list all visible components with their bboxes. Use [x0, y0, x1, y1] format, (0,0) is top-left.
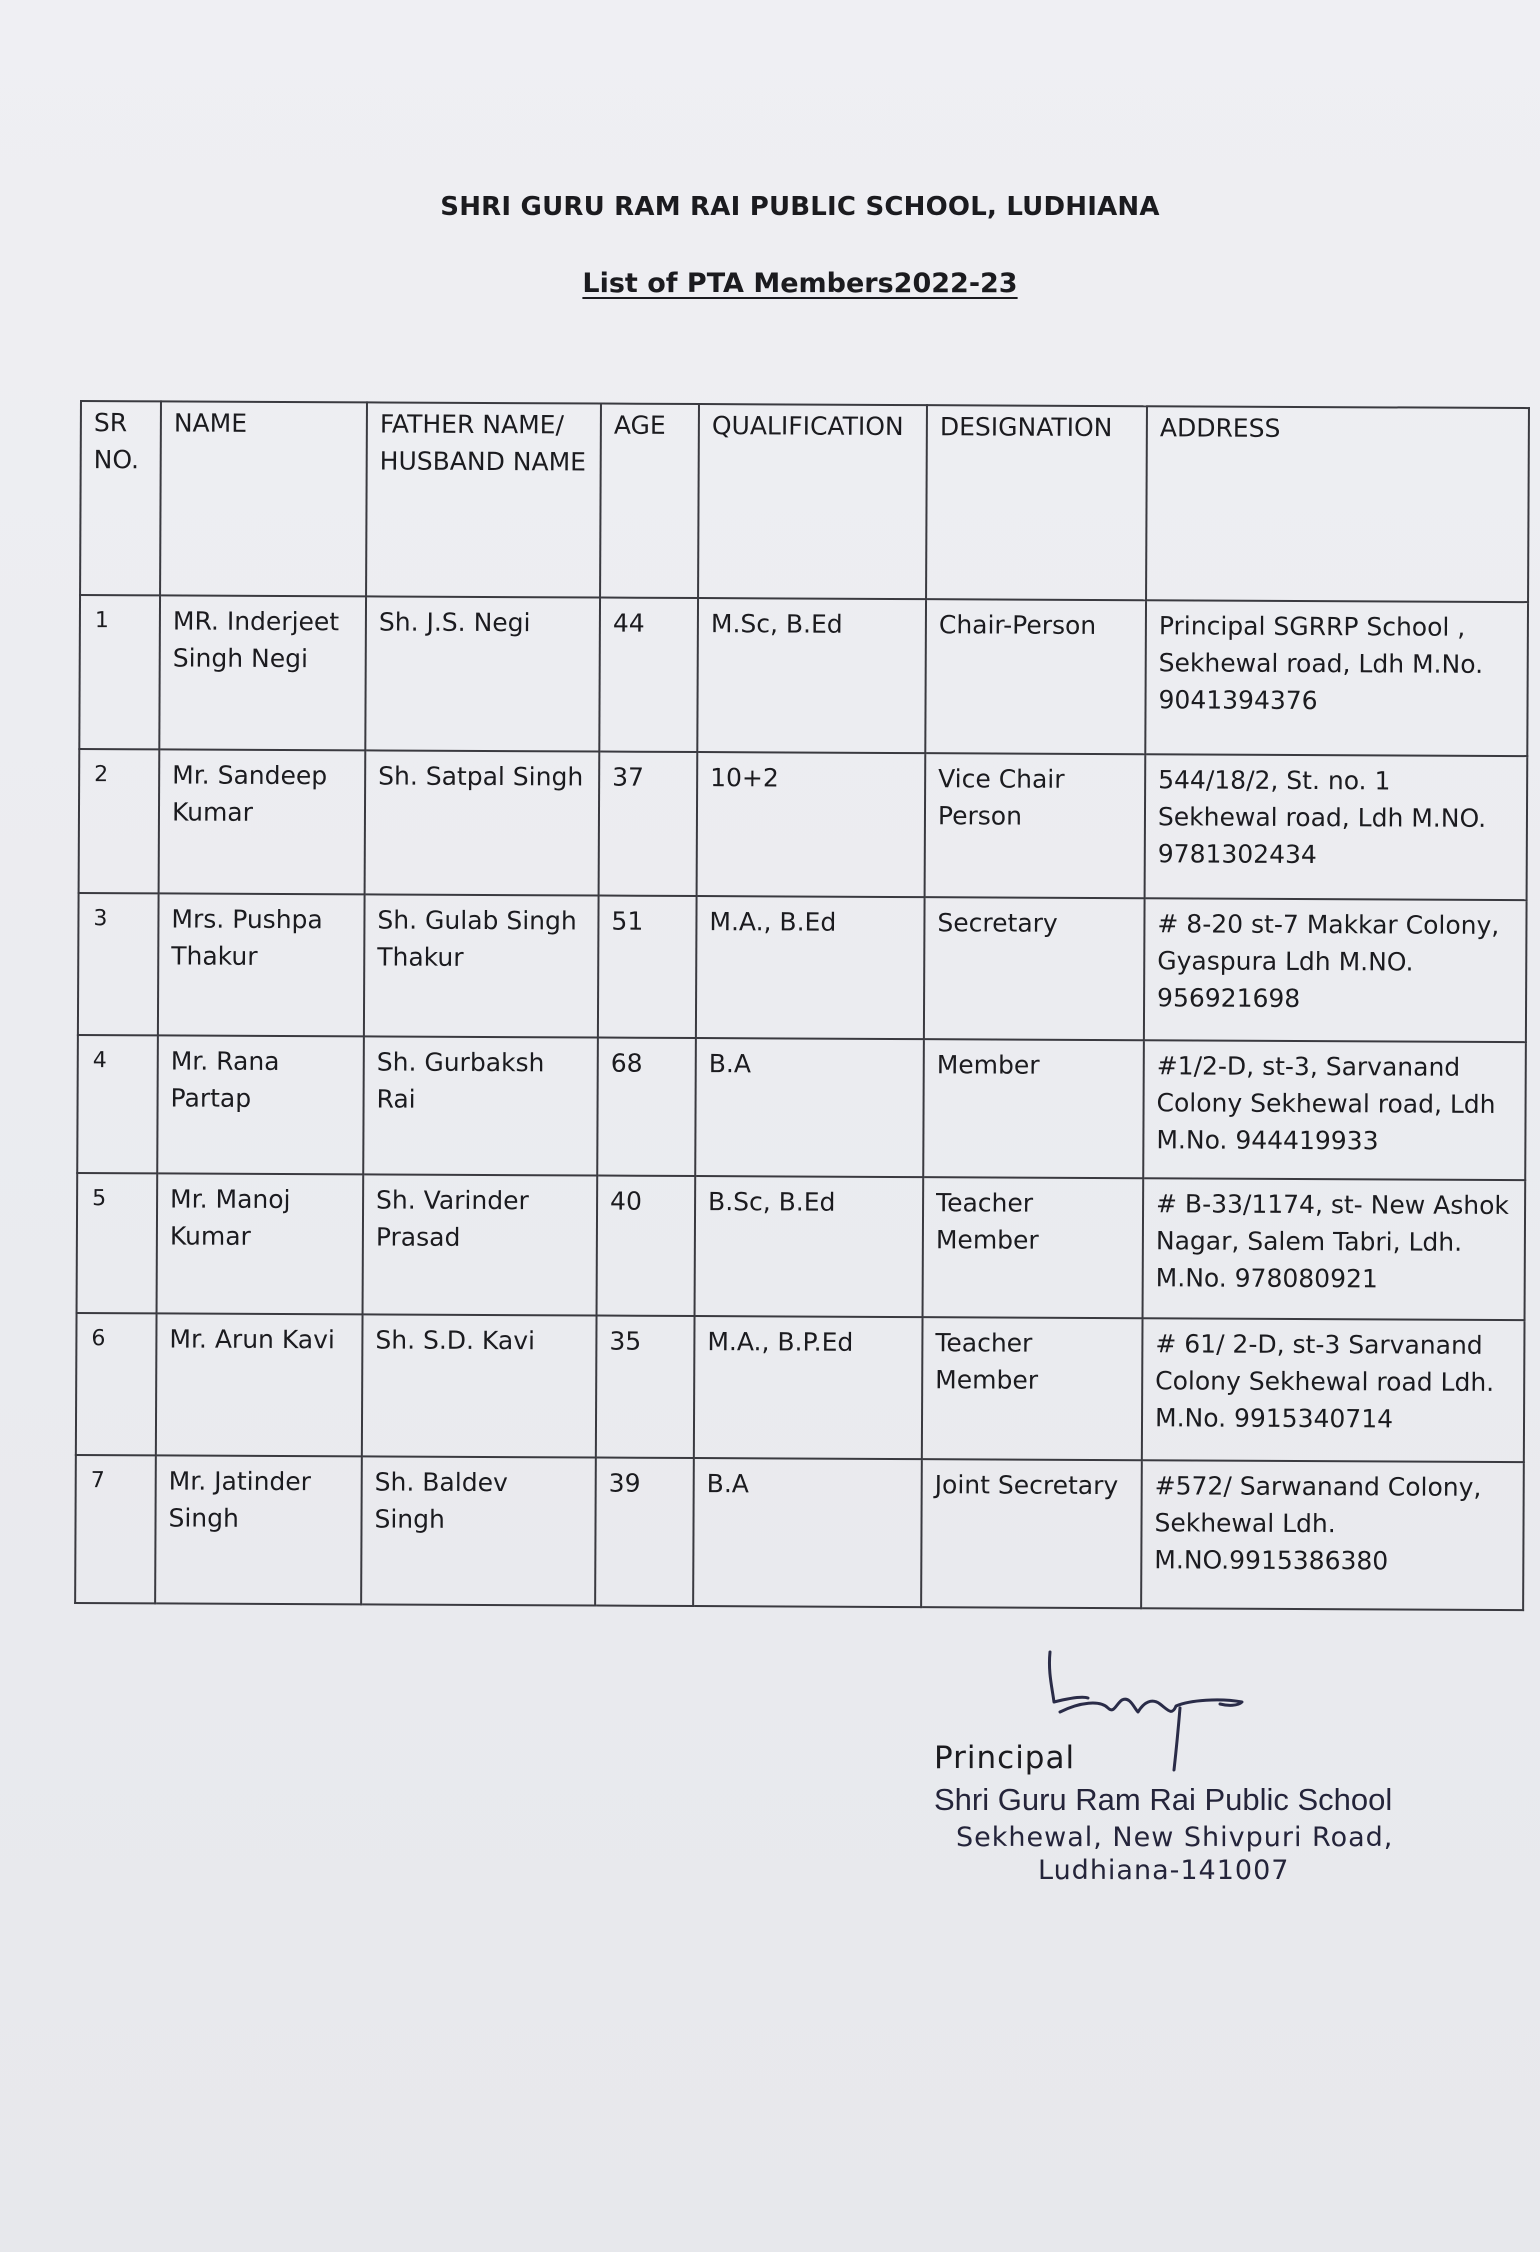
cell-name: Mr. Jatinder Singh: [155, 1455, 362, 1604]
cell-designation: Member: [923, 1039, 1144, 1178]
cell-address: # 61/ 2-D, st-3 Sarvanand Colony Sekhewal road Ldh. M.No. 9915340714: [1142, 1318, 1525, 1462]
cell-father-name: Sh. S.D. Kavi: [362, 1314, 597, 1457]
cell-address: # B-33/1174, st- New Ashok Nagar, Salem Tabri, Ldh. M.No. 978080921: [1143, 1178, 1526, 1320]
cell-age: 40: [597, 1176, 696, 1316]
cell-designation: Joint Secretary: [921, 1459, 1142, 1608]
cell-name: MR. Inderjeet Singh Negi: [159, 595, 366, 750]
cell-sr-no: 6: [76, 1313, 157, 1455]
cell-name: Mr. Arun Kavi: [156, 1313, 363, 1456]
cell-age: 51: [598, 896, 697, 1038]
cell-sr-no: 2: [79, 749, 160, 893]
header-designation: DESIGNATION: [926, 405, 1147, 600]
table-row: [77, 1173, 1526, 1320]
cell-name: Mr. Rana Partap: [157, 1035, 364, 1174]
cell-father-name: Sh. Gulab Singh Thakur: [364, 894, 599, 1037]
stamp-address: Sekhewal, New Shivpuri Road,: [956, 1822, 1394, 1853]
header-father-husband-name: FATHER NAME/ HUSBAND NAME: [366, 402, 601, 597]
principal-signature: [1030, 1642, 1270, 1772]
cell-qualification: M.A., B.P.Ed: [694, 1316, 923, 1459]
cell-father-name: Sh. Varinder Prasad: [363, 1174, 598, 1315]
list-title: List of PTA Members2022-23: [582, 268, 1018, 299]
table-row: [77, 1035, 1526, 1180]
cell-name: Mr. Manoj Kumar: [157, 1173, 364, 1314]
cell-address: #572/ Sarwanand Colony, Sekhewal Ldh. M.NO.9915386380: [1141, 1460, 1524, 1610]
cell-name: Mrs. Pushpa Thakur: [158, 893, 365, 1036]
table-header-row: [80, 401, 1529, 602]
header-name: NAME: [160, 401, 367, 596]
cell-qualification: B.A: [695, 1038, 924, 1177]
school-title: SHRI GURU RAM RAI PUBLIC SCHOOL, LUDHIANA: [440, 192, 1160, 222]
cell-age: 35: [596, 1316, 695, 1458]
cell-designation: Teacher Member: [922, 1317, 1143, 1460]
cell-father-name: Sh. Gurbaksh Rai: [363, 1036, 598, 1175]
cell-sr-no: 7: [75, 1455, 156, 1603]
cell-age: 37: [599, 752, 698, 896]
cell-sr-no: 3: [78, 893, 159, 1035]
header-address: ADDRESS: [1146, 406, 1529, 602]
cell-designation: Secretary: [924, 897, 1145, 1040]
cell-qualification: M.A., B.Ed: [696, 896, 925, 1039]
cell-address: # 8-20 st-7 Makkar Colony, Gyaspura Ldh M.NO. 956921698: [1144, 898, 1527, 1042]
header-sr-no: SR NO.: [80, 401, 161, 595]
cell-age: 44: [599, 598, 698, 752]
cell-father-name: Sh. Satpal Singh: [365, 750, 600, 895]
cell-designation: Teacher Member: [923, 1177, 1144, 1318]
header-age: AGE: [600, 404, 699, 598]
cell-address: 544/18/2, St. no. 1 Sekhewal road, Ldh M.NO. 9781302434: [1145, 754, 1528, 900]
table-row: [79, 595, 1528, 756]
table-row: [76, 1313, 1525, 1462]
cell-name: Mr. Sandeep Kumar: [159, 749, 366, 894]
principal-label: Principal: [934, 1740, 1076, 1776]
cell-sr-no: 4: [77, 1035, 158, 1173]
cell-address: #1/2-D, st-3, Sarvanand Colony Sekhewal road, Ldh M.No. 944419933: [1143, 1040, 1526, 1180]
stamp-city: Ludhiana-141007: [1038, 1855, 1290, 1886]
cell-qualification: M.Sc, B.Ed: [697, 598, 926, 753]
cell-qualification: B.Sc, B.Ed: [695, 1176, 924, 1317]
principal-footer: [930, 1740, 1490, 1888]
cell-age: 68: [597, 1038, 696, 1176]
cell-father-name: Sh. J.S. Negi: [365, 596, 600, 751]
cell-designation: Chair-Person: [925, 599, 1146, 754]
table-row: [78, 893, 1527, 1042]
table-row: [75, 1455, 1524, 1610]
cell-designation: Vice Chair Person: [925, 753, 1146, 898]
cell-qualification: 10+2: [697, 752, 926, 897]
cell-address: Principal SGRRP School , Sekhewal road, Ldh M.No. 9041394376: [1145, 600, 1528, 756]
pta-members-table: [74, 400, 1530, 1611]
table-row: [79, 749, 1528, 900]
cell-qualification: B.A: [693, 1458, 922, 1607]
header-qualification: QUALIFICATION: [698, 404, 927, 599]
stamp-school-name: Shri Guru Ram Rai Public School: [934, 1782, 1393, 1817]
cell-age: 39: [595, 1458, 694, 1606]
cell-sr-no: 5: [77, 1173, 158, 1313]
cell-sr-no: 1: [79, 595, 160, 749]
cell-father-name: Sh. Baldev Singh: [361, 1456, 596, 1605]
